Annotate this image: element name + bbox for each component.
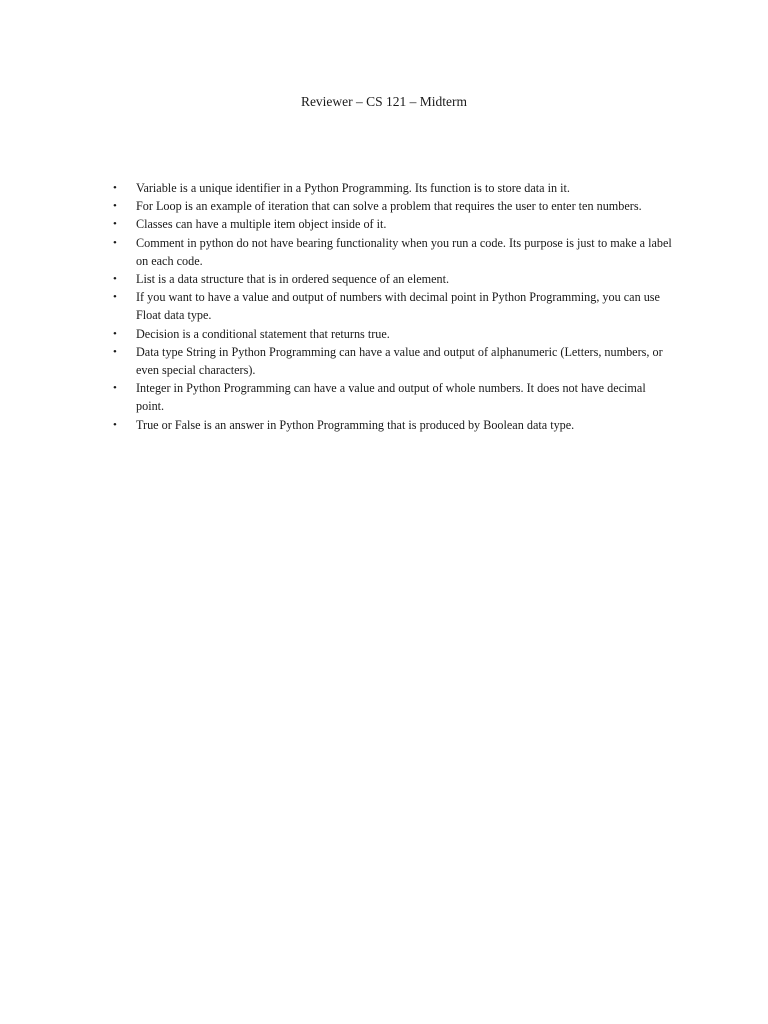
- list-item-text: Comment in python do not have bearing functionality when you run a code. Its purpose is just to make a label on each code.: [136, 235, 672, 268]
- list-item-text: List is a data structure that is in ordered sequence of an element.: [136, 272, 450, 287]
- bullet-icon: •: [113, 200, 117, 213]
- bullet-icon: •: [113, 218, 117, 231]
- list-item-text: If you want to have a value and output of numbers with decimal point in Python Programming, you can use Float data type.: [136, 290, 660, 323]
- list-item-text: Variable is a unique identifier in a Python Programming. Its function is to store data in it.: [136, 181, 570, 195]
- list-item: [113, 179, 673, 197]
- bullet-icon: •: [113, 327, 117, 340]
- list-item: [113, 234, 673, 270]
- bullet-icon: •: [113, 236, 117, 249]
- list-item: [113, 270, 673, 288]
- list-item-text: Decision is a conditional statement that returns true.: [136, 326, 390, 341]
- list-item: [113, 379, 673, 415]
- list-item: [113, 325, 673, 343]
- bullet-icon: •: [113, 273, 117, 286]
- bullet-icon: •: [113, 418, 117, 431]
- bullet-icon: •: [113, 291, 117, 304]
- list-item-text: Data type String in Python Programming can have a value and output of alphanumeric (Letters, numbers, or even special characters).: [136, 344, 663, 378]
- list-item: [113, 215, 673, 233]
- list-item: [113, 288, 673, 324]
- list-item: [113, 197, 673, 215]
- bullet-list: [113, 179, 673, 434]
- bullet-icon: •: [113, 345, 117, 358]
- list-item: [113, 343, 673, 379]
- bullet-icon: •: [113, 182, 117, 194]
- list-item-text: Classes can have a multiple item object inside of it.: [136, 217, 387, 232]
- list-item: [113, 416, 673, 434]
- list-item-text: Integer in Python Programming can have a value and output of whole numbers. It does not have decimal point.: [136, 381, 646, 414]
- document-title: Reviewer – CS 121 – Midterm: [300, 94, 468, 109]
- list-item-text: True or False is an answer in Python Programming that is produced by Boolean data type.: [136, 417, 575, 432]
- bullet-icon: •: [113, 382, 117, 395]
- list-item-text: For Loop is an example of iteration that can solve a problem that requires the user to enter ten numbers.: [136, 199, 642, 214]
